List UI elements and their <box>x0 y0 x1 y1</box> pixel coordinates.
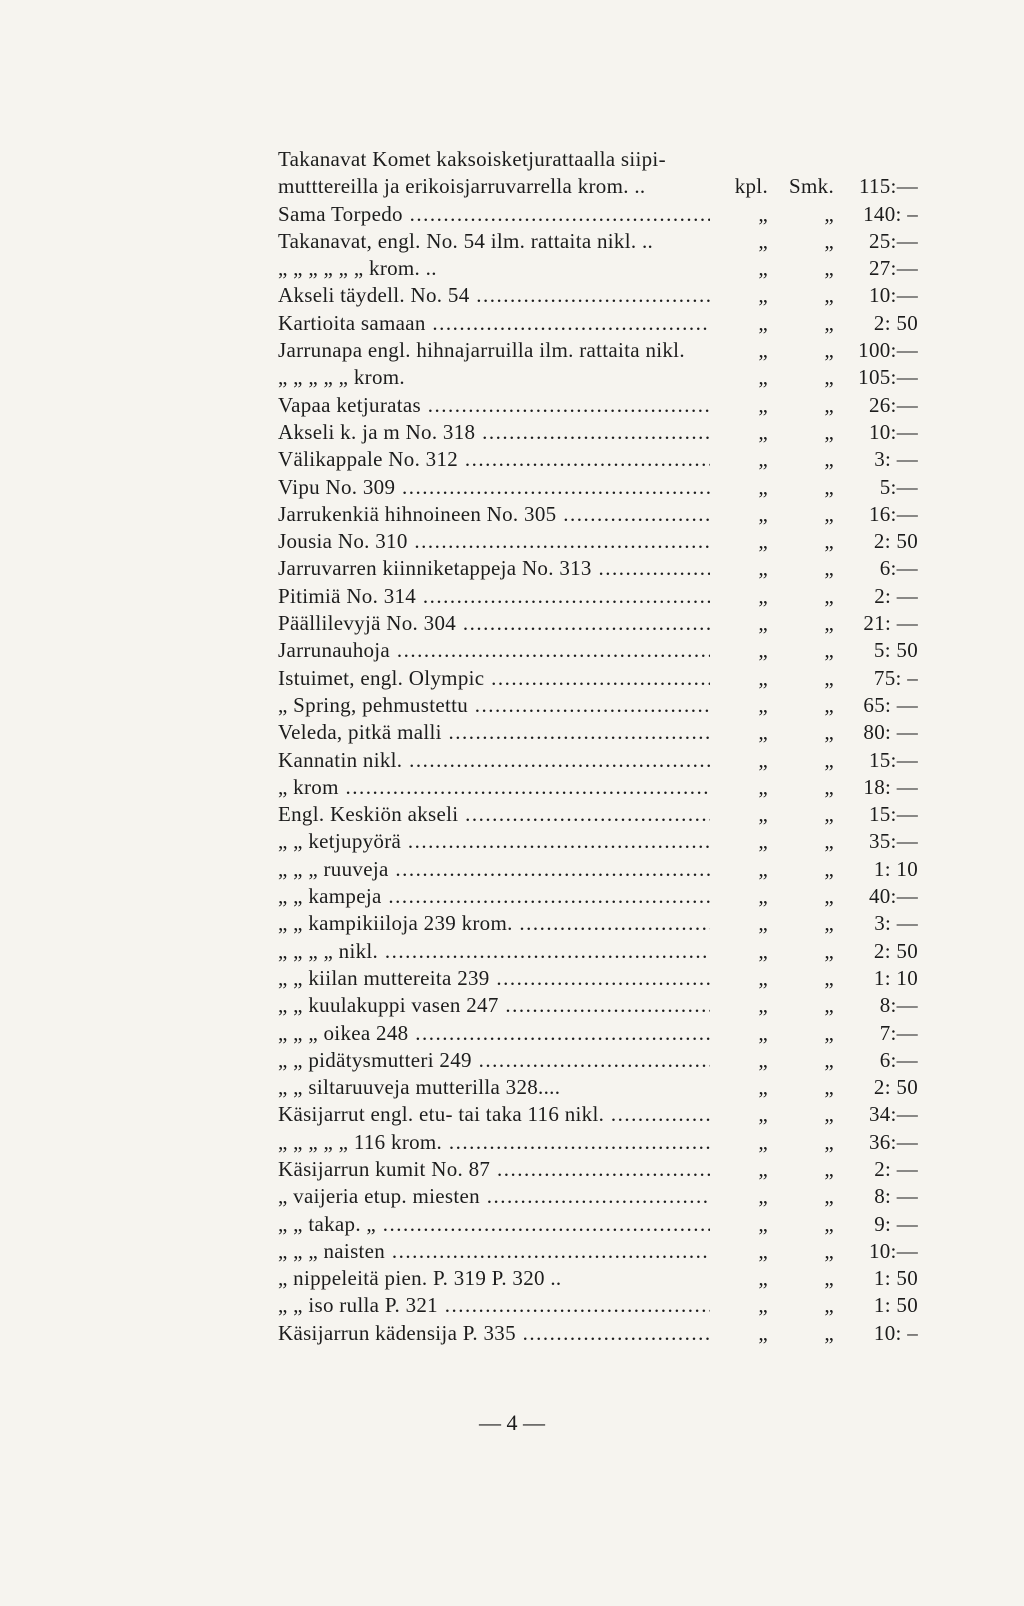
price-row <box>278 228 918 255</box>
item-unit: „ <box>758 1293 768 1318</box>
item-currency: „ <box>824 1020 834 1045</box>
item-currency: „ <box>824 501 834 526</box>
price-row <box>278 583 918 610</box>
item-currency: „ <box>824 720 834 745</box>
item-currency: „ <box>824 1184 834 1209</box>
item-unit: „ <box>758 365 768 390</box>
item-price: 26:— <box>868 392 918 417</box>
item-unit: „ <box>758 392 768 417</box>
page-number: — 4 — <box>479 1410 545 1435</box>
item-price: 10:— <box>868 283 918 308</box>
item-price: 115:— <box>858 174 918 199</box>
price-row <box>278 665 918 692</box>
item-currency: „ <box>824 829 834 854</box>
price-row <box>278 1101 918 1128</box>
item-description: Vapaa ketjuratas ..... <box>278 392 710 419</box>
item-unit: „ <box>758 1129 768 1154</box>
item-price: 7:— <box>879 1020 918 1045</box>
item-price: 1: 50 <box>873 1293 918 1318</box>
item-price: 140: – <box>863 201 918 226</box>
item-unit: „ <box>758 529 768 554</box>
price-row <box>278 501 918 528</box>
item-currency: „ <box>824 1047 834 1072</box>
item-unit: kpl. <box>734 174 768 199</box>
item-currency: „ <box>824 201 834 226</box>
price-row <box>278 1020 918 1047</box>
item-description: „ „ siltaruuveja mutterilla 328.... <box>278 1075 561 1100</box>
item-description: Sama Torpedo ..... <box>278 201 710 228</box>
item-description: mutttereilla ja erikoisjarruvarrella krom. .. <box>278 174 646 199</box>
item-price: 16:— <box>868 501 918 526</box>
item-currency: „ <box>824 1320 834 1345</box>
item-price: 3: — <box>874 911 918 936</box>
item-currency: „ <box>824 228 834 253</box>
item-unit: „ <box>758 938 768 963</box>
item-currency: „ <box>824 1266 834 1291</box>
item-unit: „ <box>758 419 768 444</box>
price-row <box>278 692 918 719</box>
item-description: Jousia No. 310 ..... <box>278 528 710 555</box>
item-description: Välikappale No. 312 ..... <box>278 446 710 473</box>
item-description: Käsijarrun kädensija P. 335 ..... <box>278 1320 710 1347</box>
item-currency: „ <box>824 965 834 990</box>
price-list <box>278 146 918 1347</box>
item-description: „ „ kuulakuppi vasen 247 ..... <box>278 992 710 1019</box>
price-row <box>278 856 918 883</box>
item-price: 2: 50 <box>873 1075 918 1100</box>
item-description: „ krom ..... <box>278 774 710 801</box>
item-currency: „ <box>824 1102 834 1127</box>
item-price: 2: — <box>874 1156 918 1181</box>
item-price: 34:— <box>868 1102 918 1127</box>
item-unit: „ <box>758 911 768 936</box>
item-unit: „ <box>758 665 768 690</box>
item-unit: „ <box>758 474 768 499</box>
item-price: 3: — <box>874 447 918 472</box>
item-unit: „ <box>758 1020 768 1045</box>
price-row <box>278 965 918 992</box>
price-row <box>278 1265 918 1292</box>
item-unit: „ <box>758 856 768 881</box>
item-currency: „ <box>824 911 834 936</box>
item-description: „ nippeleitä pien. P. 319 P. 320 .. <box>278 1266 562 1291</box>
item-price: 6:— <box>879 1047 918 1072</box>
item-unit: „ <box>758 1102 768 1127</box>
item-unit: „ <box>758 1156 768 1181</box>
item-currency: „ <box>824 1211 834 1236</box>
price-row <box>278 1156 918 1183</box>
price-row <box>278 1129 918 1156</box>
item-unit: „ <box>758 965 768 990</box>
item-description: „ „ iso rulla P. 321 ..... <box>278 1292 710 1319</box>
item-price: 36:— <box>868 1129 918 1154</box>
item-price: 80: — <box>863 720 918 745</box>
item-description: „ „ ketjupyörä ..... <box>278 828 710 855</box>
item-unit: „ <box>758 638 768 663</box>
item-currency: „ <box>824 1129 834 1154</box>
price-row <box>278 255 918 282</box>
price-row <box>278 1183 918 1210</box>
item-currency: „ <box>824 256 834 281</box>
item-price: 8:— <box>879 993 918 1018</box>
price-row <box>278 337 918 364</box>
item-price: 5:— <box>879 474 918 499</box>
price-row <box>278 719 918 746</box>
item-description: „ „ „ „ „ krom. <box>278 365 405 390</box>
price-row <box>278 637 918 664</box>
item-description: Kannatin nikl. ..... <box>278 747 710 774</box>
item-currency: „ <box>824 447 834 472</box>
item-price: 8: — <box>874 1184 918 1209</box>
item-price: 21: — <box>863 611 918 636</box>
item-price: 1: 50 <box>873 1266 918 1291</box>
price-row <box>278 992 918 1019</box>
item-price: 10:— <box>868 1238 918 1263</box>
item-description: Engl. Keskiön akseli ..... <box>278 801 710 828</box>
item-currency: „ <box>824 474 834 499</box>
heading-text: Takanavat Komet kaksoisketjurattaalla siipi- <box>278 147 666 171</box>
item-unit: „ <box>758 501 768 526</box>
item-currency: „ <box>824 310 834 335</box>
price-row <box>278 610 918 637</box>
item-unit: „ <box>758 283 768 308</box>
item-price: 18: — <box>863 774 918 799</box>
item-currency: „ <box>824 638 834 663</box>
price-row <box>278 774 918 801</box>
item-price: 100:— <box>858 338 918 363</box>
item-description: „ „ kampikiiloja 239 krom. ..... <box>278 910 710 937</box>
item-price: 75: – <box>873 665 918 690</box>
item-unit: „ <box>758 338 768 363</box>
item-description: Käsijarrut engl. etu- tai taka 116 nikl. ..... <box>278 1101 710 1128</box>
price-row <box>278 1238 918 1265</box>
price-rows <box>278 173 918 1347</box>
price-row <box>278 419 918 446</box>
item-currency: „ <box>824 747 834 772</box>
item-unit: „ <box>758 829 768 854</box>
item-description: „ „ „ ruuveja ..... <box>278 856 710 883</box>
item-currency: „ <box>824 338 834 363</box>
item-price: 35:— <box>868 829 918 854</box>
price-row <box>278 282 918 309</box>
item-currency: „ <box>824 1293 834 1318</box>
price-row <box>278 173 918 200</box>
item-currency: „ <box>824 529 834 554</box>
item-currency: Smk. <box>789 174 834 199</box>
item-currency: „ <box>824 283 834 308</box>
item-description: Takanavat, engl. No. 54 ilm. rattaita nikl. .. <box>278 228 654 253</box>
item-currency: „ <box>824 774 834 799</box>
item-unit: „ <box>758 611 768 636</box>
price-row <box>278 828 918 855</box>
price-row <box>278 910 918 937</box>
item-unit: „ <box>758 774 768 799</box>
price-row <box>278 364 918 391</box>
item-price: 9: — <box>874 1211 918 1236</box>
item-description: „ „ kiilan muttereita 239 ..... <box>278 965 710 992</box>
item-description: Veleda, pitkä malli ..... <box>278 719 710 746</box>
item-currency: „ <box>824 938 834 963</box>
item-price: 2: 50 <box>873 529 918 554</box>
item-price: 15:— <box>868 747 918 772</box>
item-description: „ „ kampeja ..... <box>278 883 710 910</box>
item-unit: „ <box>758 447 768 472</box>
item-price: 25:— <box>868 228 918 253</box>
item-description: Jarrunapa engl. hihnajarruilla ilm. rattaita nikl. <box>278 338 685 363</box>
price-row <box>278 446 918 473</box>
item-currency: „ <box>824 665 834 690</box>
price-row <box>278 801 918 828</box>
item-description: Jarrunauhoja ..... <box>278 637 710 664</box>
item-currency: „ <box>824 1075 834 1100</box>
item-unit: „ <box>758 256 768 281</box>
item-description: „ „ „ naisten ..... <box>278 1238 710 1265</box>
item-description: Akseli täydell. No. 54 ..... <box>278 282 710 309</box>
item-currency: „ <box>824 1156 834 1181</box>
price-row <box>278 310 918 337</box>
item-description: „ „ takap. „ ..... <box>278 1211 710 1238</box>
item-currency: „ <box>824 365 834 390</box>
price-row <box>278 528 918 555</box>
item-description: Kartioita samaan ..... <box>278 310 710 337</box>
item-price: 40:— <box>868 884 918 909</box>
item-description: Pitimiä No. 314 ..... <box>278 583 710 610</box>
price-row <box>278 1074 918 1101</box>
item-description: Jarrukenkiä hihnoineen No. 305 ..... <box>278 501 710 528</box>
item-unit: „ <box>758 201 768 226</box>
item-description: „ „ pidätysmutteri 249 ..... <box>278 1047 710 1074</box>
item-price: 5: 50 <box>873 638 918 663</box>
item-description: „ Spring, pehmustettu ..... <box>278 692 710 719</box>
item-unit: „ <box>758 228 768 253</box>
item-price: 2: — <box>874 583 918 608</box>
price-row <box>278 1211 918 1238</box>
item-price: 2: 50 <box>873 310 918 335</box>
item-price: 65: — <box>863 692 918 717</box>
item-description: „ „ „ „ „ „ krom. .. <box>278 256 437 281</box>
item-unit: „ <box>758 1320 768 1345</box>
item-description: Istuimet, engl. Olympic ..... <box>278 665 710 692</box>
item-unit: „ <box>758 720 768 745</box>
item-unit: „ <box>758 583 768 608</box>
price-row <box>278 392 918 419</box>
item-description: Päällilevyjä No. 304 ..... <box>278 610 710 637</box>
price-row <box>278 555 918 582</box>
item-unit: „ <box>758 1266 768 1291</box>
price-row <box>278 474 918 501</box>
price-row <box>278 1047 918 1074</box>
item-unit: „ <box>758 556 768 581</box>
item-description: Jarruvarren kiinniketappeja No. 313 ..... <box>278 555 710 582</box>
item-description: „ vaijeria etup. miesten ..... <box>278 1183 710 1210</box>
item-currency: „ <box>824 884 834 909</box>
item-currency: „ <box>824 583 834 608</box>
item-description: „ „ „ oikea 248 ..... <box>278 1020 710 1047</box>
item-price: 10:— <box>868 419 918 444</box>
item-price: 1: 10 <box>873 965 918 990</box>
item-unit: „ <box>758 802 768 827</box>
item-description: „ „ „ „ „ 116 krom. ..... <box>278 1129 710 1156</box>
price-row <box>278 1320 918 1347</box>
item-price: 10: – <box>873 1320 918 1345</box>
item-description: Käsijarrun kumit No. 87 ..... <box>278 1156 710 1183</box>
item-currency: „ <box>824 611 834 636</box>
item-currency: „ <box>824 802 834 827</box>
item-unit: „ <box>758 747 768 772</box>
price-row <box>278 938 918 965</box>
item-currency: „ <box>824 419 834 444</box>
item-unit: „ <box>758 1047 768 1072</box>
item-unit: „ <box>758 1184 768 1209</box>
item-unit: „ <box>758 1238 768 1263</box>
item-price: 15:— <box>868 802 918 827</box>
item-price: 1: 10 <box>873 856 918 881</box>
price-row <box>278 883 918 910</box>
item-currency: „ <box>824 556 834 581</box>
item-unit: „ <box>758 310 768 335</box>
item-currency: „ <box>824 692 834 717</box>
item-price: 6:— <box>879 556 918 581</box>
item-currency: „ <box>824 993 834 1018</box>
item-unit: „ <box>758 1075 768 1100</box>
item-currency: „ <box>824 392 834 417</box>
item-price: 105:— <box>858 365 918 390</box>
heading-line <box>278 146 918 173</box>
item-description: Vipu No. 309 ..... <box>278 474 710 501</box>
price-row <box>278 1292 918 1319</box>
price-row <box>278 747 918 774</box>
item-unit: „ <box>758 993 768 1018</box>
item-unit: „ <box>758 884 768 909</box>
item-price: 27:— <box>868 256 918 281</box>
item-unit: „ <box>758 1211 768 1236</box>
item-description: „ „ „ „ nikl. ..... <box>278 938 710 965</box>
item-currency: „ <box>824 1238 834 1263</box>
item-description: Akseli k. ja m No. 318 ..... <box>278 419 710 446</box>
item-price: 2: 50 <box>873 938 918 963</box>
item-unit: „ <box>758 692 768 717</box>
item-currency: „ <box>824 856 834 881</box>
price-row <box>278 201 918 228</box>
